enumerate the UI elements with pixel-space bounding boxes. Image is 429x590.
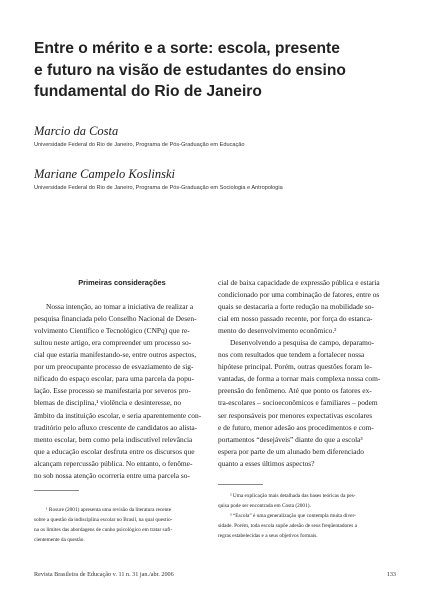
body-line: cial que estaria manifestando-se, entre outros aspectos, <box>34 350 197 360</box>
body-line: vantadas, de forma a tornar mais complexa nossa com- <box>218 374 381 384</box>
footnotes-left <box>34 505 210 545</box>
author-block <box>34 124 245 150</box>
author-affiliation: Universidade Federal do Rio de Janeiro, Programa de Pós-Graduação em Educação <box>34 142 245 148</box>
body-line: lação. Esse processo se manifestaria por severos pro- <box>34 386 191 396</box>
body-line: mento escolar, bem como pela indiscutível relevância <box>34 434 193 444</box>
body-line: espera por parte de um alunado bem diferenciado <box>218 446 364 456</box>
body-line: Nossa intenção, ao tomar a iniciativa de realizar a <box>46 302 194 312</box>
body-line: sultou neste artigo, era compreender um processo so- <box>34 338 192 348</box>
body-line: pesquisa financiada pelo Conselho Nacional de Desen- <box>34 314 197 324</box>
body-line: blemas de disciplina,¹ violência e desinteresse, no <box>34 398 182 408</box>
body-line: por um preocupante processo de esvaziamento de sig- <box>34 362 194 372</box>
body-line: cial em nosso passado recente, por força do estanca- <box>218 314 373 324</box>
body-line: no sob nossa atenção ocorreria entre uma parcela so- <box>34 470 190 480</box>
body-line: e de futuro, menor adesão aos procedimentos e com- <box>218 422 374 432</box>
body-line: portamentos “desejáveis” diante do que a escola³ <box>218 434 363 444</box>
body-line: que a educação escolar desfruta entre os discursos que <box>34 446 195 456</box>
body-line: traditório pelo afluxo crescente de candidatos ao alista- <box>34 422 198 432</box>
body-line: quais se destacaria a forte redução na mobilidade so- <box>218 302 374 312</box>
footnote-line: ¹ Rosure (2001) apresenta uma revisão da literatura recente <box>46 507 172 513</box>
footnote-divider <box>34 490 79 491</box>
body-line: alcançam repercussão pública. No entanto, o fenôme- <box>34 458 193 468</box>
page-number: 133 <box>386 571 396 578</box>
left-column <box>34 277 210 482</box>
title-line: e futuro na visão de estudantes do ensino <box>34 61 346 79</box>
footnote-line: sobre a questão da indisciplina escolar no Brasil, na qual questio- <box>34 517 173 523</box>
title-line: fundamental do Rio de Janeiro <box>34 83 262 100</box>
journal-citation: Revista Brasileira de Educação v. 11 n. 31 jan./abr. 2006 <box>34 571 174 578</box>
body-line: tra-escolares – socioeconômicos e familiares – podem <box>218 398 378 408</box>
author-affiliation: Universidade Federal do Rio de Janeiro, Programa de Pós-Graduação em Sociologia e Antropologia <box>34 185 283 191</box>
author-name: Mariane Campelo Koslinski <box>34 167 175 181</box>
body-line: cial de baixa capacidade de expressão pública e estaria <box>218 278 380 287</box>
section-heading: Primeiras considerações <box>78 278 166 287</box>
footnote-line: na os limites das abordagens de cunho psicológico em tratar sufi- <box>34 527 173 533</box>
article-title <box>34 38 396 103</box>
footnotes-right <box>218 491 395 541</box>
footnote-divider <box>218 484 263 485</box>
heading-spacer <box>34 289 210 301</box>
footnote-line: quisa pode ser encontrada em Costa (2001). <box>218 503 311 509</box>
footnote-line: sidade. Porém, toda escola supõe adesão de seus freqüentadores a <box>218 523 357 529</box>
body-line: ser responsáveis por menores expectativas escolares <box>218 410 373 420</box>
body-line: preensão do fenômeno. Até que ponto os fatores ex- <box>218 386 372 396</box>
footnote-line: ² Uma explicação mais detalhada das bases teóricas da pes- <box>230 493 356 499</box>
heading-spacer <box>34 277 210 289</box>
author-block <box>34 167 283 193</box>
body-line: nos com resultados que tendem a fortalecer nossa <box>218 350 365 360</box>
footnote-line: cientemente da questão. <box>34 537 85 543</box>
body-line: quanto a esses últimos aspectos? <box>218 458 315 468</box>
body-line: âmbito da instituição escolar, e seria aparentemente con- <box>34 410 202 420</box>
body-line: mento do desenvolvimento econômico.² <box>218 326 337 336</box>
title-line: Entre o mérito e a sorte: escola, presente <box>34 40 340 57</box>
right-column <box>218 277 395 470</box>
author-name: Marcio da Costa <box>34 124 119 138</box>
footnote-line: regras estabelecidas e a seus objetivos formais. <box>218 533 318 539</box>
body-line: hipótese principal. Porém, outras questões foram le- <box>218 362 372 372</box>
body-line: nificado do espaço escolar, para uma parcela da popu- <box>34 374 194 384</box>
body-line: volvimento Científico e Tecnológico (CNPq) que re- <box>34 326 190 336</box>
body-line: condicionado por uma combinação de fatores, entre os <box>218 290 380 300</box>
footnote-line: ³ “Escola” é uma generalização que contempla muita diver- <box>230 513 356 519</box>
body-line: Desenvolvendo a pesquisa de campo, deparamo- <box>230 338 375 348</box>
